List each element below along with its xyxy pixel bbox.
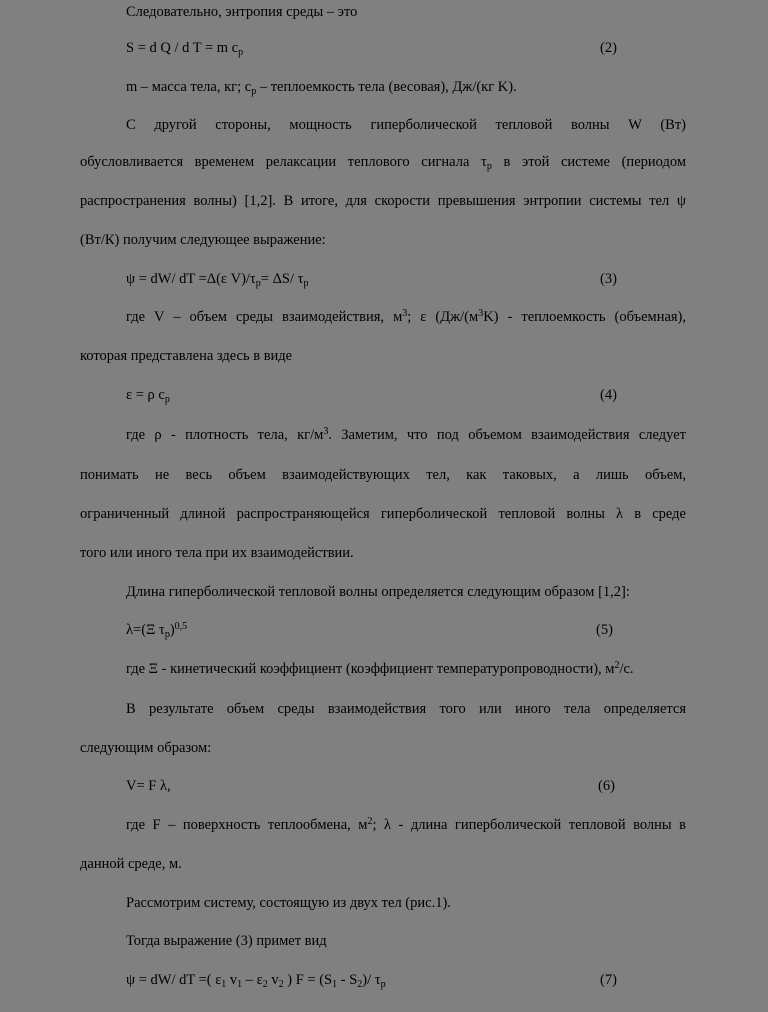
text-line: (Вт/К) получим следующее выражение:: [80, 232, 326, 248]
text-line: Следовательно, энтропия среды – это: [126, 4, 358, 20]
text-line: В результате объем среды взаимодействия того или иного тела определяется: [126, 701, 686, 717]
equation-5: λ=(Ξ $\tau_p)^{0,5}$: [126, 621, 188, 640]
text-line: понимать не весь объем взаимодействующих тел, как таковых, а лишь объем,: [80, 467, 686, 483]
text-line: которая представлена здесь в виде: [80, 348, 293, 364]
equation-number: (6): [598, 778, 615, 794]
equation-6: V= F λ,: [126, 778, 171, 794]
text-line: того или иного тела при их взаимодействии.: [80, 545, 354, 561]
equation-7: ψ = dW/ dT =( $\varepsilon_1$ $v_1 - \varepsilon_2$ $v_2$ ) $F = (S_1 - S_2)/$ $\tau_p$: [126, 972, 386, 990]
text-line: С другой стороны, мощность гиперболической тепловой волны W (Вт): [126, 117, 686, 133]
equation-number: (3): [600, 271, 617, 287]
text-line: где ρ - плотность тела, $кг/м^3$. Заметим, что под объемом взаимодействия следует: [126, 426, 686, 443]
equation-number: (4): [600, 387, 617, 403]
text-line: m – масса тела, кг; $c_p$ – теплоемкость тела (весовая), Дж/(кг K).: [126, 79, 517, 97]
equation-number: (5): [596, 622, 613, 638]
text-line: распространения волны) [1,2]. В итоге, для скорости превышения энтропии системы тел ψ: [80, 193, 686, 209]
text-line: ограниченный длиной распространяющейся гиперболической тепловой волны λ в среде: [80, 506, 686, 522]
text-line: данной среде, м.: [80, 856, 182, 872]
equation-2: S = d Q / d T = m $c_p$: [126, 40, 244, 58]
equation-number: (2): [600, 40, 617, 56]
equation-3: ψ = dW/ dT =Δ(ε $V)/\tau_p= \Delta S/$ $\tau_p$: [126, 271, 309, 289]
text-line: где F – поверхность теплообмена, $м^2$; λ - длина гиперболической тепловой волны в: [126, 816, 686, 833]
equation-number: (7): [600, 972, 617, 988]
text-line: Рассмотрим систему, состоящую из двух тел (рис.1).: [126, 895, 451, 911]
text-line: обусловливается временем релаксации теплового сигнала $\tau_р$ в этой системе (периодом: [80, 154, 686, 172]
text-line: где V – объем среды взаимодействия, $м^3$; ε ($Дж/(м^3K)$ - теплоемкость (объемная),: [126, 308, 686, 325]
text-line: где Ξ - кинетический коэффициент (коэффициент температуропроводности), $м^2/с$.: [126, 660, 634, 677]
text-line: Тогда выражение (3) примет вид: [126, 933, 327, 949]
text-line: следующим образом:: [80, 740, 212, 756]
equation-4: ε = ρ $c_p$: [126, 387, 170, 405]
text-line: Длина гиперболической тепловой волны определяется следующим образом [1,2]:: [126, 584, 630, 600]
